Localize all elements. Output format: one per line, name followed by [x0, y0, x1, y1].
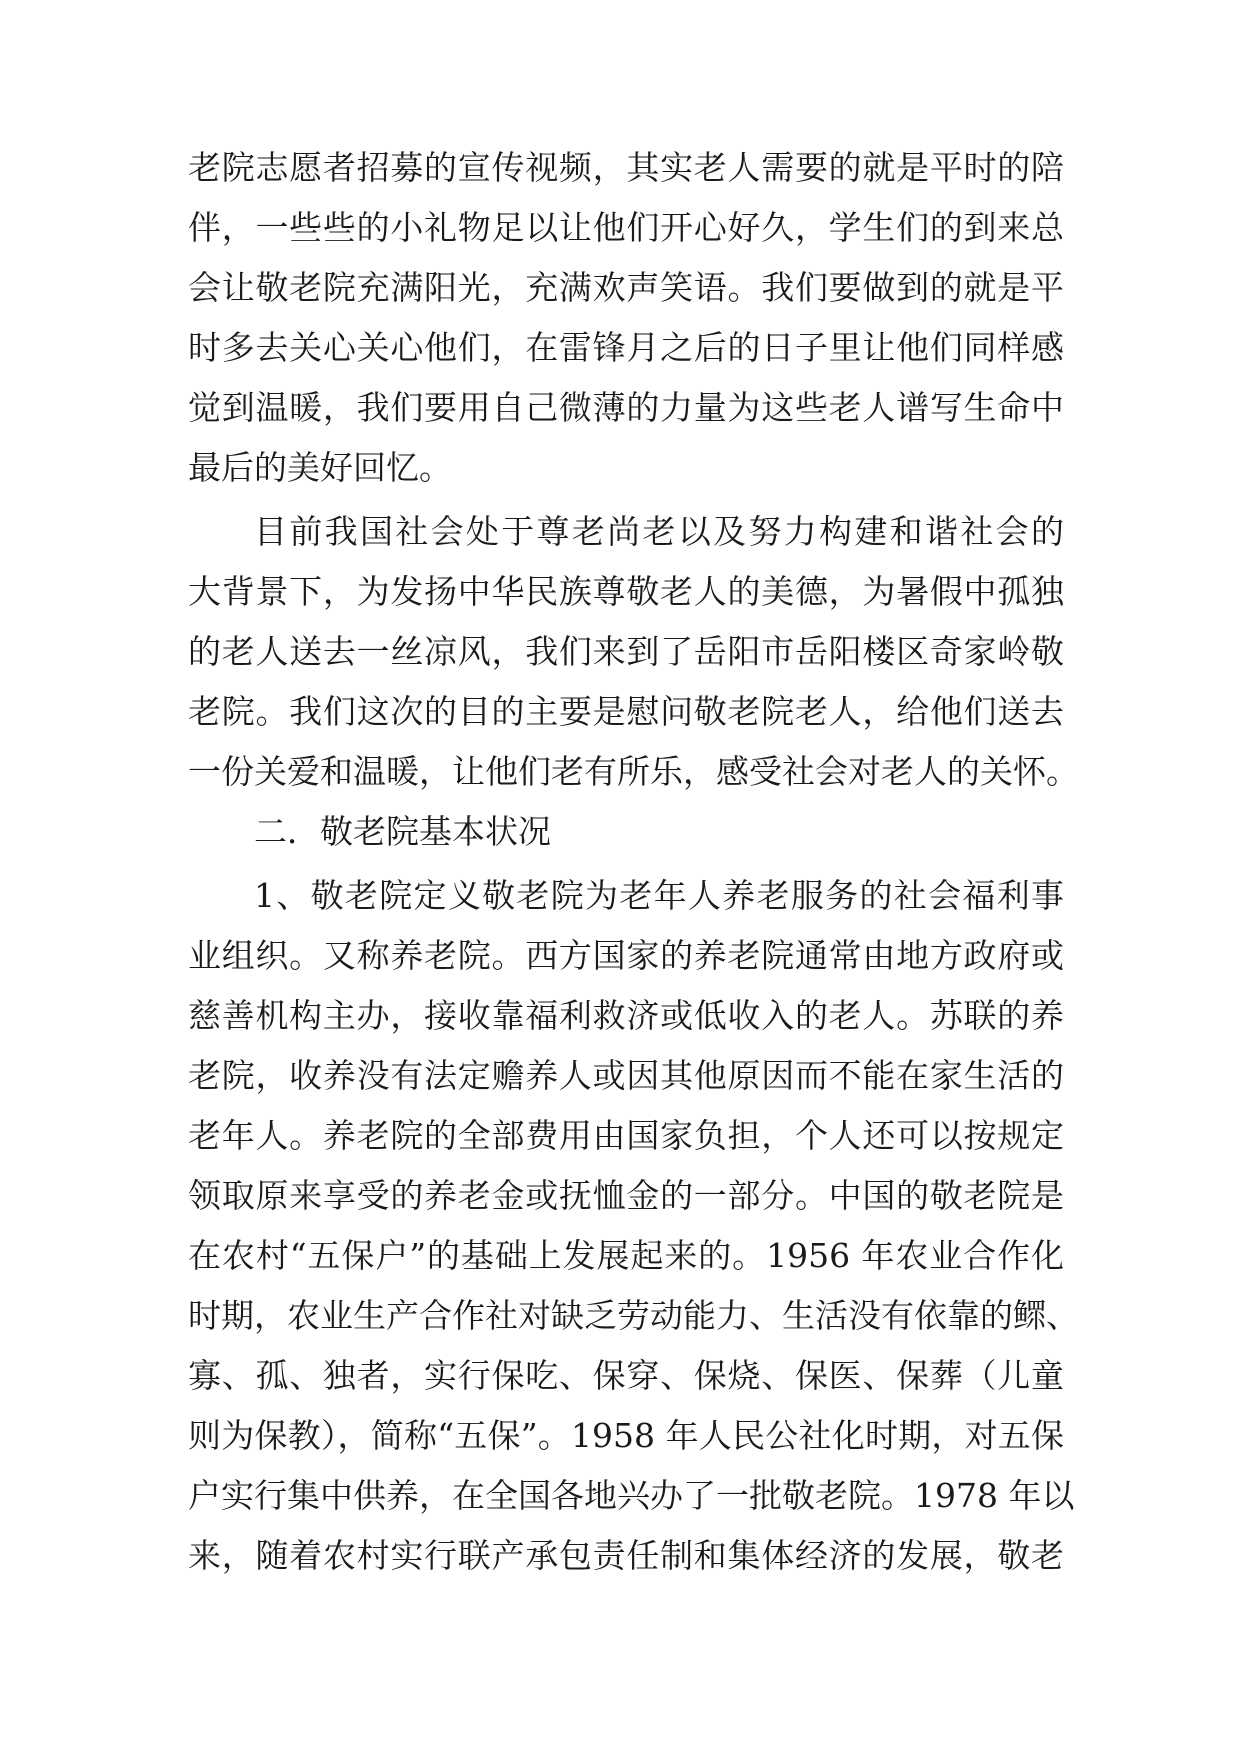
text-line-21: 寡、孤、独者，实行保吃、保穿、保烧、保医、保葬（儿童	[188, 1356, 1064, 1395]
text-line-20: 时期，农业生产合作社对缺乏劳动能力、生活没有依靠的鳏、	[188, 1296, 1079, 1335]
text-line-17: 老年人。养老院的全部费用由国家负担，个人还可以按规定	[188, 1116, 1064, 1155]
text-line-4: 时多去关心关心他们，在雷锋月之后的日子里让他们同样感	[188, 328, 1064, 367]
text-line-6: 最后的美好回忆。	[188, 448, 452, 487]
section-heading: 二．敬老院基本状况	[254, 812, 551, 851]
text-line-8: 大背景下，为发扬中华民族尊敬老人的美德，为暑假中孤独	[188, 572, 1064, 611]
text-line-15: 慈善机构主办，接收靠福利救济或低收入的老人。苏联的养	[188, 996, 1064, 1035]
text-line-3: 会让敬老院充满阳光，充满欢声笑语。我们要做到的就是平	[188, 268, 1064, 307]
text-line-7: 目前我国社会处于尊老尚老以及努力构建和谐社会的	[254, 512, 1064, 551]
text-line-18: 领取原来享受的养老金或抚恤金的一部分。中国的敬老院是	[188, 1176, 1064, 1215]
text-line-9: 的老人送去一丝凉风，我们来到了岳阳市岳阳楼区奇家岭敬	[188, 632, 1064, 671]
text-line-23: 户实行集中供养，在全国各地兴办了一批敬老院。1978 年以	[188, 1476, 1075, 1515]
text-line-10: 老院。我们这次的目的主要是慰问敬老院老人，给他们送去	[188, 692, 1064, 731]
text-line-22: 则为保教），简称“五保”。1958 年人民公社化时期，对五保	[188, 1416, 1064, 1455]
text-line-16: 老院，收养没有法定赡养人或因其他原因而不能在家生活的	[188, 1056, 1064, 1095]
text-line-1: 老院志愿者招募的宣传视频，其实老人需要的就是平时的陪	[188, 148, 1064, 187]
text-line-19: 在农村“五保户”的基础上发展起来的。1956 年农业合作化	[188, 1236, 1064, 1275]
text-line-14: 业组织。又称养老院。西方国家的养老院通常由地方政府或	[188, 936, 1064, 975]
text-line-13: 1、敬老院定义敬老院为老年人养老服务的社会福利事	[254, 876, 1064, 915]
text-line-5: 觉到温暖，我们要用自己微薄的力量为这些老人谱写生命中	[188, 388, 1064, 427]
text-line-11: 一份关爱和温暖，让他们老有所乐，感受社会对老人的关怀。	[188, 752, 1079, 791]
text-line-24: 来，随着农村实行联产承包责任制和集体经济的发展，敬老	[188, 1536, 1064, 1575]
text-line-2: 伴，一些些的小礼物足以让他们开心好久，学生们的到来总	[188, 208, 1064, 247]
